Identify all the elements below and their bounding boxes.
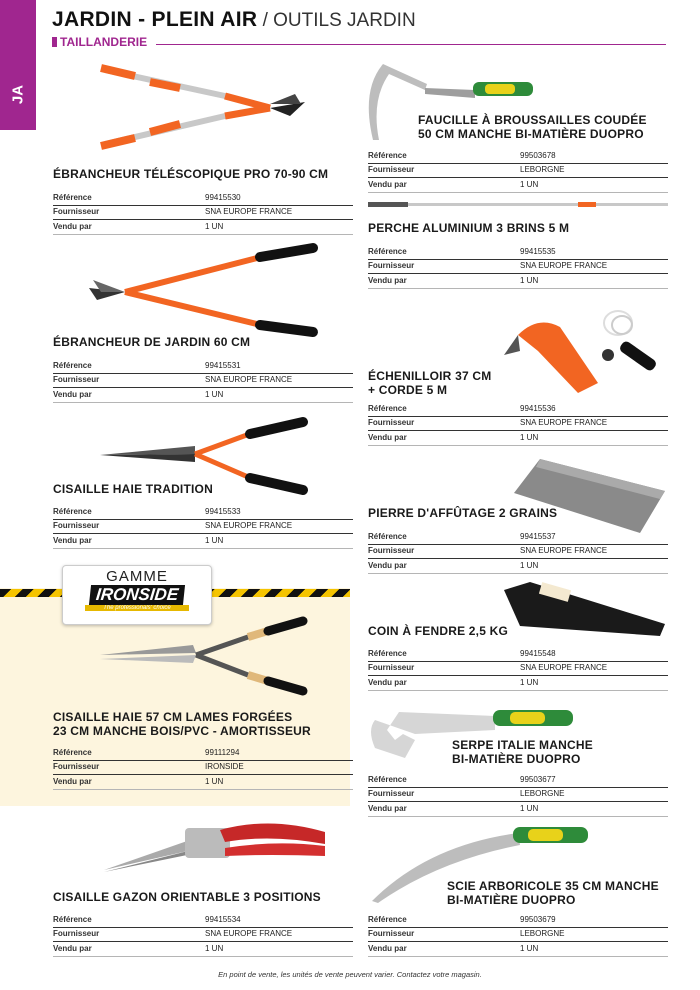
spec-row-sold-by [53,942,353,957]
page-title-separator: / [257,10,274,31]
spec-label: Vendu par [53,389,92,399]
spec-row-supplier [53,206,353,221]
spec-label: Fournisseur [368,418,415,428]
spec-value: SNA EUROPE FRANCE [520,663,608,673]
spec-value: 99503677 [520,774,556,784]
product-title [452,738,593,766]
product-spec-table [368,530,668,574]
spec-value: 1 UN [205,221,224,231]
spec-label: Référence [53,506,92,516]
spec-row-sold-by [53,775,353,790]
spec-label: Vendu par [368,179,407,189]
spec-value: 99111294 [205,747,240,757]
spec-value: 99415536 [520,403,556,413]
spec-value: LEBORGNE [520,929,565,939]
spec-row-reference [53,505,353,520]
page-title-sub: OUTILS JARDIN [273,10,416,31]
spec-row-reference [368,913,668,928]
product-spec-table [53,359,353,403]
spec-row-sold-by [53,220,353,235]
spec-value: 99415531 [205,360,241,370]
spec-label: Référence [53,360,92,370]
spec-row-sold-by [368,559,668,574]
spec-value: 99415530 [205,192,241,202]
spec-value: SNA EUROPE FRANCE [205,207,293,217]
spec-value: LEBORGNE [520,789,565,799]
spec-value: 1 UN [205,943,224,953]
spec-label: Fournisseur [53,521,100,531]
tree-pruner-image [498,305,668,400]
spec-value: SNA EUROPE FRANCE [520,261,608,271]
spec-label: Référence [368,531,407,541]
spec-row-sold-by [368,274,668,289]
product-title: CISAILLE GAZON ORIENTABLE 3 POSITIONS [53,890,321,904]
spec-label: Référence [368,403,407,413]
spec-value: 1 UN [520,432,539,442]
spec-value: LEBORGNE [520,165,565,175]
product-title-line: 50 CM MANCHE BI-MATIÈRE DUOPRO [418,127,644,141]
spec-label: Fournisseur [53,929,100,939]
badge-gamme: GAMME [106,568,168,585]
product-title: ÉBRANCHEUR DE JARDIN 60 CM [53,335,251,349]
product-spec-table [53,913,353,957]
spec-value: SNA EUROPE FRANCE [520,418,608,428]
spec-label: Fournisseur [368,546,415,556]
product-spec-table [53,191,353,235]
garden-lopper-image [85,240,320,340]
spec-row-reference [368,149,668,164]
spec-row-reference [368,647,668,662]
product-title-line: CISAILLE HAIE 57 CM LAMES FORGÉES [53,710,293,724]
spec-label: Vendu par [53,943,92,953]
splitting-wedge-image [500,580,670,640]
spec-label: Vendu par [368,275,407,285]
section-tab [0,0,36,130]
spec-row-supplier [368,545,668,560]
spec-value: SNA EUROPE FRANCE [205,521,293,531]
category-label: TAILLANDERIE [52,35,147,49]
spec-label: Vendu par [368,432,407,442]
spec-label: Vendu par [53,776,92,786]
spec-label: Fournisseur [53,375,100,385]
spec-row-reference [368,245,668,260]
spec-label: Fournisseur [368,165,415,175]
spec-row-sold-by [368,676,668,691]
product-spec-table [368,773,668,817]
spec-label: Référence [368,914,407,924]
page-title-main: JARDIN - PLEIN AIR [52,8,258,31]
product-spec-table [368,402,668,446]
product-title: COIN À FENDRE 2,5 KG [368,624,509,638]
spec-value: SNA EUROPE FRANCE [205,375,293,385]
spec-label: Référence [368,774,407,784]
product-title-line: ÉCHENILLOIR 37 CM [368,369,492,383]
spec-value: 99415537 [520,531,556,541]
spec-row-reference [368,773,668,788]
spec-value: SNA EUROPE FRANCE [205,929,293,939]
product-title: PIERRE D'AFFÛTAGE 2 GRAINS [368,506,558,520]
page-title [52,8,416,33]
spec-label: Référence [53,747,92,757]
spec-row-sold-by [53,534,353,549]
spec-value: 99503678 [520,150,556,160]
spec-row-supplier [53,928,353,943]
aluminium-pole-image [368,200,668,210]
product-title [418,113,647,141]
product-title: PERCHE ALUMINIUM 3 BRINS 5 M [368,221,570,235]
spec-row-supplier [53,374,353,389]
product-spec-table [368,245,668,289]
spec-label: Fournisseur [368,929,415,939]
spec-label: Vendu par [368,677,407,687]
section-code: JA [9,84,27,105]
product-title [368,369,491,397]
spec-label: Fournisseur [53,207,100,217]
spec-row-reference [53,359,353,374]
spec-label: Vendu par [368,943,407,953]
telescopic-lopper-image [95,58,310,158]
spec-label: Fournisseur [368,789,415,799]
product-title-line: FAUCILLE À BROUSSAILLES COUDÉE [418,113,647,127]
product-title-line: BI-MATIÈRE DUOPRO [452,752,581,766]
spec-label: Fournisseur [368,261,415,271]
product-title: ÉBRANCHEUR TÉLÉSCOPIQUE PRO 70-90 CM [53,167,329,181]
spec-row-supplier [368,417,668,432]
spec-row-supplier [368,788,668,803]
spec-row-sold-by [368,178,668,193]
spec-value: 1 UN [520,803,539,813]
product-spec-table [53,746,353,790]
spec-value: 99415534 [205,914,241,924]
spec-row-reference [368,402,668,417]
ironside-hedge-shears-image [98,615,313,700]
spec-row-sold-by [368,942,668,957]
spec-row-supplier [368,662,668,677]
product-title-line: SCIE ARBORICOLE 35 CM MANCHE [447,879,659,893]
product-title-line: 23 CM MANCHE BOIS/PVC - AMORTISSEUR [53,724,311,738]
spec-value: 1 UN [520,275,539,285]
grass-shears-image [100,810,330,880]
spec-value: IRONSIDE [205,762,244,772]
spec-row-supplier [53,761,353,776]
spec-value: 99415533 [205,506,241,516]
spec-row-supplier [368,260,668,275]
spec-label: Fournisseur [368,663,415,673]
spec-row-supplier [368,164,668,179]
spec-label: Vendu par [53,535,92,545]
footer-note: En point de vente, les unités de vente peuvent varier. Contactez votre magasin. [218,970,482,979]
category-divider [156,44,666,45]
spec-row-reference [368,530,668,545]
spec-row-reference [53,913,353,928]
spec-value: 1 UN [205,389,224,399]
spec-row-supplier [53,520,353,535]
spec-label: Référence [53,914,92,924]
product-title: CISAILLE HAIE TRADITION [53,482,213,496]
product-spec-table [368,149,668,193]
spec-value: 99415548 [520,648,556,658]
product-title [53,710,311,738]
badge-brand: IRONSIDE [89,585,185,605]
spec-value: 99503679 [520,914,556,924]
spec-label: Référence [368,648,407,658]
product-title-line: + CORDE 5 M [368,383,448,397]
spec-row-reference [53,746,353,761]
product-spec-table [368,913,668,957]
spec-value: 1 UN [205,535,224,545]
product-spec-table [368,647,668,691]
spec-value: 1 UN [205,776,224,786]
spec-label: Référence [368,150,407,160]
product-spec-table [53,505,353,549]
spec-value: 1 UN [520,560,539,570]
spec-label: Vendu par [53,221,92,231]
product-title-line: SERPE ITALIE MANCHE [452,738,593,752]
spec-row-sold-by [368,431,668,446]
spec-value: 1 UN [520,179,539,189]
sharpening-stone-image [510,455,670,535]
spec-label: Vendu par [368,803,407,813]
spec-label: Référence [53,192,92,202]
spec-value: 1 UN [520,677,539,687]
product-title-line: BI-MATIÈRE DUOPRO [447,893,576,907]
spec-row-sold-by [53,388,353,403]
spec-label: Référence [368,246,407,256]
spec-value: SNA EUROPE FRANCE [520,546,608,556]
product-title [447,879,659,907]
spec-label: Vendu par [368,560,407,570]
spec-value: 99415535 [520,246,556,256]
spec-row-supplier [368,928,668,943]
badge-tagline: The professionals' choice [85,605,189,611]
spec-row-reference [53,191,353,206]
spec-row-sold-by [368,802,668,817]
spec-value: 1 UN [520,943,539,953]
spec-label: Fournisseur [53,762,100,772]
